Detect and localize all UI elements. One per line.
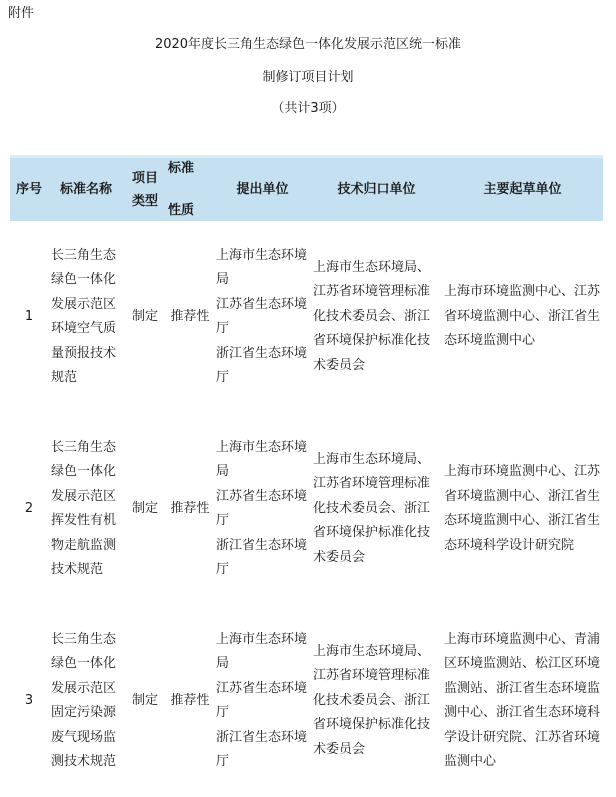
drafter-text: 上海市环境监测中心、江苏省环境监测中心、浙江省生态环境监测中心、浙江省生态环境科学设计研究院	[444, 464, 601, 553]
row-category: 制定	[131, 693, 158, 708]
row-category: 制定	[131, 309, 158, 324]
row-property: 推荐性	[170, 309, 210, 324]
proposer-unit: 江苏省生态环境厅	[216, 488, 308, 528]
row-proposer	[214, 605, 311, 797]
header-name: 标准名称	[48, 157, 124, 222]
row-tech-unit	[311, 221, 442, 413]
row-standard-name: 长三角生态绿色一体化发展示范区固定污染源废气现场监测技术规范	[51, 631, 117, 769]
row-drafter	[442, 221, 603, 413]
row-category: 制定	[131, 501, 158, 516]
drafter-text: 上海市环境监测中心、江苏省环境监测中心、浙江省生态环境监测中心	[444, 284, 601, 349]
proposer-unit: 上海市生态环境局	[216, 439, 308, 479]
header-property-mid	[166, 180, 214, 201]
row-tech-unit	[311, 605, 442, 797]
row-drafter	[442, 413, 603, 605]
proposer-unit: 浙江省生态环境厅	[216, 345, 308, 385]
row-standard-name: 长三角生态绿色一体化发展示范区挥发性有机物走航监测技术规范	[51, 439, 117, 577]
table-row	[10, 221, 603, 413]
tech-unit-text: 上海市生态环境局、江苏省环境管理标准化技术委员会、浙江省环境保护标准化技术委员会	[313, 643, 431, 757]
header-property-bottom: 性质	[166, 201, 214, 221]
proposer-unit: 浙江省生态环境厅	[216, 537, 308, 577]
row-index: 1	[24, 309, 34, 324]
row-proposer	[214, 221, 311, 413]
table-body	[10, 221, 603, 797]
row-tech-unit	[311, 413, 442, 605]
row-property: 推荐性	[170, 501, 210, 516]
row-proposer	[214, 413, 311, 605]
row-index: 3	[24, 693, 34, 708]
tech-unit-text: 上海市生态环境局、江苏省环境管理标准化技术委员会、浙江省环境保护标准化技术委员会	[313, 259, 431, 373]
header-property-top: 标准	[166, 157, 214, 181]
row-standard-name: 长三角生态绿色一体化发展示范区环境空气质量预报技术规范	[51, 247, 117, 385]
drafter-text: 上海市环境监测中心、青浦区环境监测站、松江区环境监测站、浙江省生态环境监测中心、浙江省生态环境科学设计研究院、江苏省环境监测中心	[444, 631, 601, 769]
row-index: 2	[24, 501, 34, 516]
doc-title-line2: 制修订项目计划	[262, 70, 354, 85]
proposer-unit: 上海市生态环境局	[216, 247, 308, 287]
tech-unit-text: 上海市生态环境局、江苏省环境管理标准化技术委员会、浙江省环境保护标准化技术委员会	[313, 451, 431, 565]
doc-title-line1: 2020年度长三角生态绿色一体化发展示范区统一标准	[154, 37, 462, 52]
header-category: 项目类型	[124, 157, 166, 222]
row-drafter	[442, 605, 603, 797]
proposer-unit: 浙江省生态环境厅	[216, 729, 308, 769]
table-row	[10, 605, 603, 797]
header-drafter: 主要起草单位	[442, 157, 603, 222]
table-row	[10, 413, 603, 605]
table-header	[10, 157, 603, 222]
header-proposer: 提出单位	[214, 157, 311, 222]
proposer-unit: 江苏省生态环境厅	[216, 296, 308, 336]
row-property: 推荐性	[170, 693, 210, 708]
attachment-label: 附件	[8, 6, 35, 21]
standards-plan-table	[10, 155, 603, 797]
header-index: 序号	[10, 157, 48, 222]
header-tech-unit: 技术归口单位	[311, 157, 442, 222]
doc-title-line3: （共计3项）	[271, 101, 345, 116]
proposer-unit: 上海市生态环境局	[216, 631, 308, 671]
proposer-unit: 江苏省生态环境厅	[216, 680, 308, 720]
